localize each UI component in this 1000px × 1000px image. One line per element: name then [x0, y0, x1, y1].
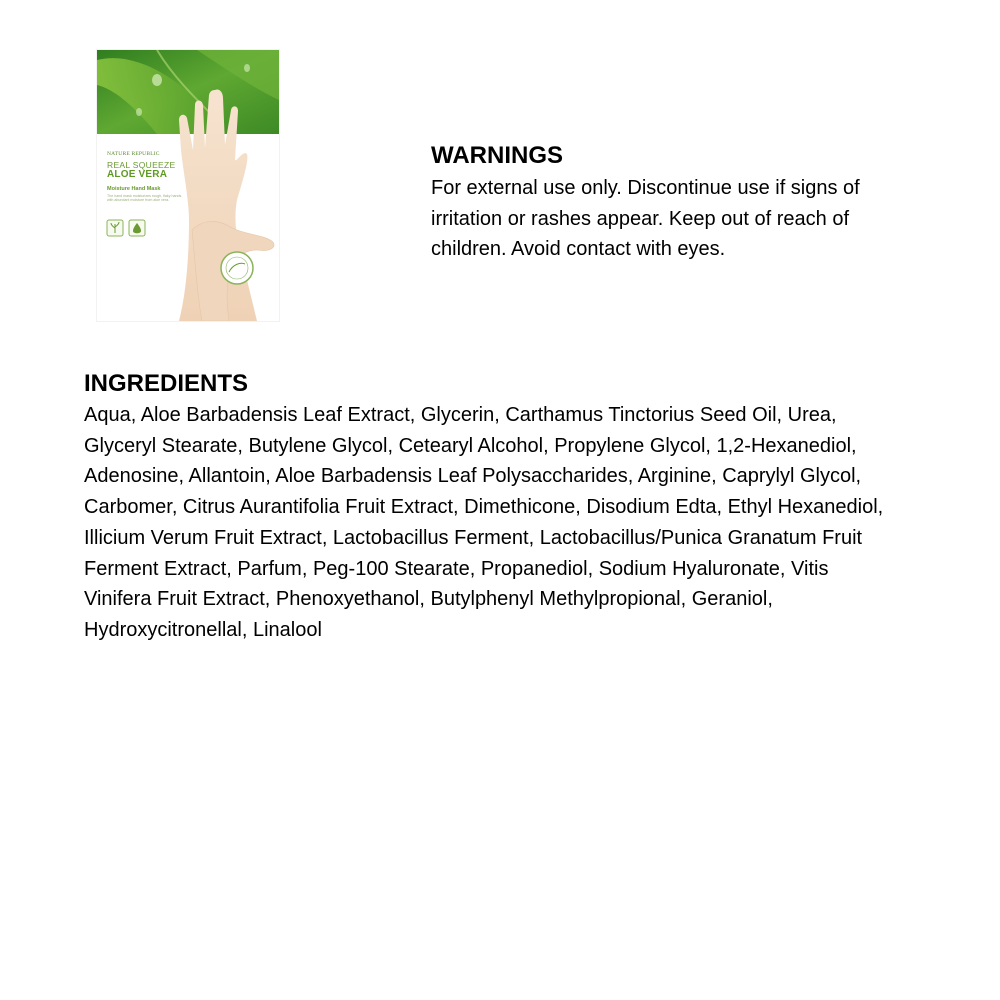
ingredients-section — [84, 370, 914, 646]
package-description: The hand mask moisturizes rough, flaky hands with abundant moisture from aloe vera. — [107, 194, 182, 203]
ingredients-text: Aqua, Aloe Barbadensis Leaf Extract, Glycerin, Carthamus Tinctorius Seed Oil, Urea, Glyceryl Stearate, Butylene Glycol, Cetearyl Alcohol, Propylene Glycol, 1,2-Hexanediol, Adenosine, Allantoin, Aloe Barbadensis Leaf Polysaccharides, Arginine, Caprylyl Glycol, Carbomer, Citrus Aurantifolia Fruit Extract, Dimethicone, Disodium Edta, Ethyl Hexanediol, Illicium Verum Fruit Extract, Lactobacillus Ferment, Lactobacillus/Punica Granatum Fruit Ferment Extract, Parfum, Peg-100 Stearate, Propanediol, Sodium Hyaluronate, Vitis Vinifera Fruit Extract, Phenoxyethanol, Butylphenyl Methylpropional, Geraniol, Hydroxycitronellal, Linalool — [84, 404, 884, 641]
warnings-heading: WARNINGS — [431, 142, 563, 169]
package-line: REAL SQUEEZE — [107, 160, 176, 170]
product-image — [97, 50, 279, 321]
package-name: ALOE VERA — [107, 169, 168, 180]
warnings-text: For external use only. Discontinue use if signs of irritation or rashes appear. Keep out of reach of children. Avoid contact with eyes. — [431, 177, 860, 260]
warnings-section — [431, 142, 931, 265]
water-drop-icon — [152, 74, 162, 86]
package-brand: NATURE REPUBLIC — [107, 151, 160, 157]
ingredients-heading: INGREDIENTS — [84, 370, 249, 397]
package-subtitle: Moisture Hand Mask — [107, 186, 161, 192]
